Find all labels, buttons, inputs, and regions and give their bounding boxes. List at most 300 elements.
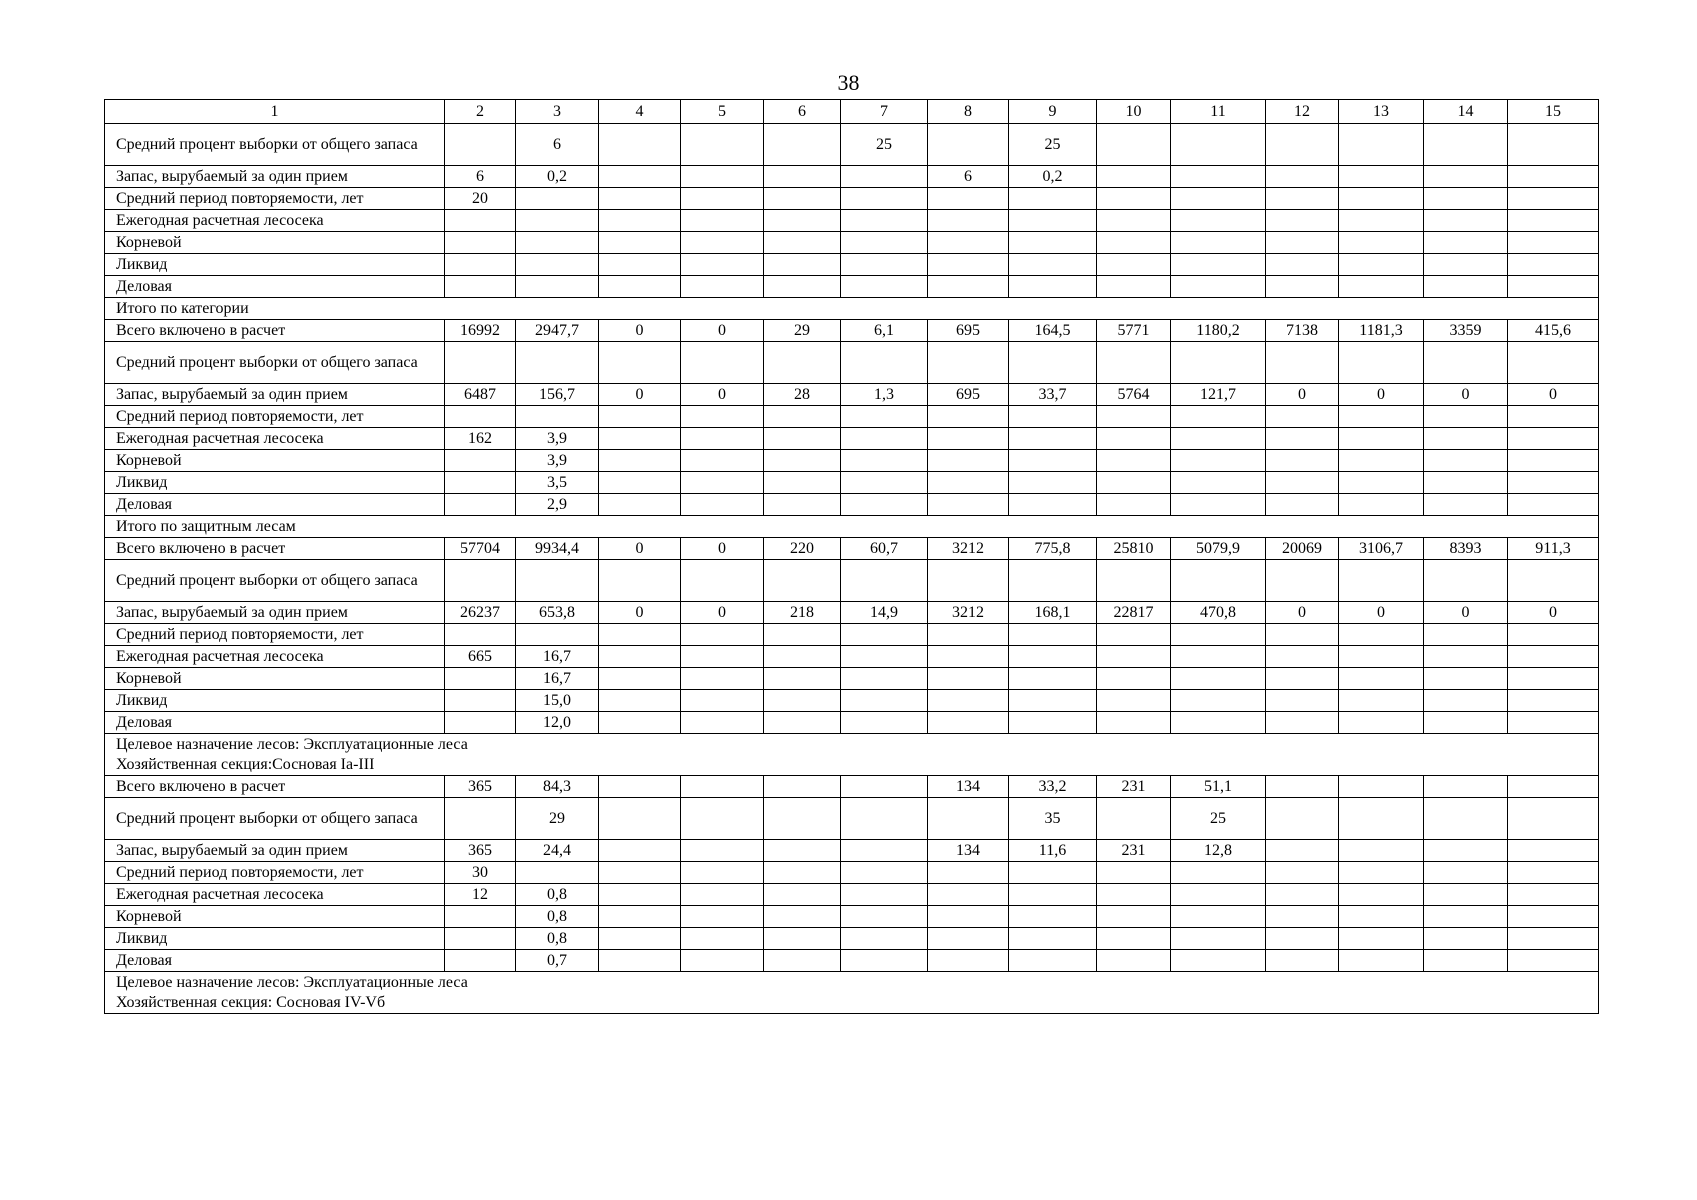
value-cell [516, 560, 599, 602]
value-cell [841, 450, 928, 472]
value-cell: 25 [841, 124, 928, 166]
value-cell [1508, 906, 1599, 928]
value-cell [1339, 406, 1424, 428]
value-cell [445, 472, 516, 494]
value-cell: 20069 [1266, 538, 1339, 560]
value-cell [1424, 668, 1508, 690]
value-cell [841, 276, 928, 298]
row-label: Запас, вырубаемый за один прием [105, 384, 445, 406]
value-cell [764, 776, 841, 798]
value-cell [1097, 450, 1171, 472]
value-cell [841, 254, 928, 276]
value-cell: 3359 [1424, 320, 1508, 342]
table-row [105, 188, 1599, 210]
value-cell [764, 690, 841, 712]
row-label: Запас, вырубаемый за один прием [105, 840, 445, 862]
value-cell: 0,7 [516, 950, 599, 972]
value-cell: 84,3 [516, 776, 599, 798]
value-cell [1097, 210, 1171, 232]
value-cell [1424, 428, 1508, 450]
value-cell [1266, 690, 1339, 712]
value-cell: 231 [1097, 776, 1171, 798]
value-cell [1009, 950, 1097, 972]
value-cell [681, 646, 764, 668]
value-cell [1508, 450, 1599, 472]
section-heading-row [105, 516, 1599, 538]
value-cell [1339, 428, 1424, 450]
value-cell: 0 [1339, 602, 1424, 624]
value-cell [445, 560, 516, 602]
value-cell [445, 798, 516, 840]
value-cell [1266, 450, 1339, 472]
table-row [105, 320, 1599, 342]
value-cell: 695 [928, 320, 1009, 342]
value-cell: 6,1 [841, 320, 928, 342]
value-cell [1097, 668, 1171, 690]
value-cell [1424, 124, 1508, 166]
row-label: Корневой [105, 450, 445, 472]
column-number-cell: 1 [105, 100, 445, 124]
value-cell [1339, 254, 1424, 276]
row-label: Ежегодная расчетная лесосека [105, 210, 445, 232]
value-cell [681, 862, 764, 884]
value-cell [599, 254, 681, 276]
column-number-cell: 15 [1508, 100, 1599, 124]
value-cell [764, 342, 841, 384]
value-cell [445, 624, 516, 646]
value-cell [1009, 712, 1097, 734]
value-cell [928, 624, 1009, 646]
value-cell: 695 [928, 384, 1009, 406]
value-cell [1009, 668, 1097, 690]
value-cell [516, 624, 599, 646]
value-cell [1508, 668, 1599, 690]
section-heading-row [105, 972, 1599, 1014]
value-cell: 0,2 [516, 166, 599, 188]
value-cell: 0 [599, 320, 681, 342]
value-cell [1171, 928, 1266, 950]
value-cell [1097, 646, 1171, 668]
value-cell [1424, 928, 1508, 950]
value-cell [928, 494, 1009, 516]
value-cell [928, 232, 1009, 254]
value-cell: 30 [445, 862, 516, 884]
value-cell [1097, 950, 1171, 972]
section-heading-line: Целевое назначение лесов: Эксплуатационные леса [116, 735, 468, 753]
value-cell: 7138 [1266, 320, 1339, 342]
value-cell [599, 342, 681, 384]
value-cell [1266, 472, 1339, 494]
value-cell: 0 [1424, 384, 1508, 406]
value-cell [1424, 906, 1508, 928]
value-cell [1009, 624, 1097, 646]
value-cell [841, 798, 928, 840]
value-cell [764, 928, 841, 950]
value-cell [928, 712, 1009, 734]
value-cell [1508, 276, 1599, 298]
row-label: Ежегодная расчетная лесосека [105, 884, 445, 906]
value-cell [599, 232, 681, 254]
value-cell: 3106,7 [1339, 538, 1424, 560]
value-cell [928, 254, 1009, 276]
value-cell [928, 646, 1009, 668]
value-cell [1171, 210, 1266, 232]
value-cell [1266, 646, 1339, 668]
value-cell [681, 166, 764, 188]
value-cell [1171, 906, 1266, 928]
value-cell [445, 690, 516, 712]
value-cell [1097, 494, 1171, 516]
value-cell: 0 [1266, 602, 1339, 624]
value-cell [1424, 494, 1508, 516]
value-cell [681, 624, 764, 646]
value-cell [1339, 166, 1424, 188]
value-cell [445, 494, 516, 516]
value-cell: 33,7 [1009, 384, 1097, 406]
value-cell [1171, 712, 1266, 734]
column-number-cell: 8 [928, 100, 1009, 124]
value-cell [1339, 276, 1424, 298]
row-label: Средний период повторяемости, лет [105, 406, 445, 428]
value-cell [599, 560, 681, 602]
value-cell [764, 494, 841, 516]
value-cell: 12 [445, 884, 516, 906]
value-cell: 911,3 [1508, 538, 1599, 560]
value-cell [681, 928, 764, 950]
value-cell [599, 494, 681, 516]
value-cell [599, 840, 681, 862]
value-cell: 1,3 [841, 384, 928, 406]
value-cell [841, 188, 928, 210]
value-cell [1266, 884, 1339, 906]
value-cell [764, 276, 841, 298]
value-cell [681, 276, 764, 298]
value-cell [445, 712, 516, 734]
value-cell [764, 188, 841, 210]
value-cell [681, 450, 764, 472]
value-cell [1424, 712, 1508, 734]
value-cell [1097, 166, 1171, 188]
column-number-row [105, 100, 1599, 124]
value-cell: 168,1 [1009, 602, 1097, 624]
value-cell [764, 560, 841, 602]
value-cell: 60,7 [841, 538, 928, 560]
table-row [105, 276, 1599, 298]
value-cell [764, 646, 841, 668]
value-cell: 415,6 [1508, 320, 1599, 342]
value-cell [1424, 950, 1508, 972]
column-number-cell: 2 [445, 100, 516, 124]
value-cell: 365 [445, 776, 516, 798]
value-cell [764, 406, 841, 428]
value-cell [1339, 188, 1424, 210]
row-label: Всего включено в расчет [105, 538, 445, 560]
value-cell: 2,9 [516, 494, 599, 516]
value-cell [1339, 950, 1424, 972]
value-cell [1009, 906, 1097, 928]
value-cell [841, 884, 928, 906]
value-cell [841, 950, 928, 972]
value-cell [1171, 494, 1266, 516]
value-cell: 775,8 [1009, 538, 1097, 560]
row-label: Деловая [105, 712, 445, 734]
value-cell [928, 210, 1009, 232]
row-label: Запас, вырубаемый за один прием [105, 166, 445, 188]
section-heading-line: Итого по категории [116, 299, 249, 317]
value-cell: 665 [445, 646, 516, 668]
section-heading-line: Целевое назначение лесов: Эксплуатационные леса [116, 973, 468, 991]
table-row [105, 798, 1599, 840]
value-cell: 6 [928, 166, 1009, 188]
value-cell [1339, 210, 1424, 232]
value-cell [1339, 342, 1424, 384]
value-cell [681, 798, 764, 840]
table-row [105, 884, 1599, 906]
value-cell: 25 [1009, 124, 1097, 166]
value-cell: 24,4 [516, 840, 599, 862]
value-cell [1266, 166, 1339, 188]
value-cell [1424, 862, 1508, 884]
table-row [105, 494, 1599, 516]
value-cell [1009, 472, 1097, 494]
row-label: Деловая [105, 950, 445, 972]
value-cell [841, 862, 928, 884]
value-cell: 218 [764, 602, 841, 624]
value-cell [599, 188, 681, 210]
table-row [105, 428, 1599, 450]
section-heading-line: Хозяйственная секция:Сосновая Ia-III [116, 755, 375, 773]
value-cell [1171, 428, 1266, 450]
row-label: Средний процент выборки от общего запаса [105, 798, 445, 840]
value-cell [681, 560, 764, 602]
value-cell: 16992 [445, 320, 516, 342]
value-cell [1009, 928, 1097, 950]
column-number-cell: 6 [764, 100, 841, 124]
row-label: Средний процент выборки от общего запаса [105, 342, 445, 384]
value-cell [1266, 840, 1339, 862]
value-cell: 653,8 [516, 602, 599, 624]
value-cell [764, 840, 841, 862]
value-cell [599, 472, 681, 494]
value-cell [681, 668, 764, 690]
value-cell: 0,8 [516, 928, 599, 950]
value-cell [928, 862, 1009, 884]
value-cell [1424, 840, 1508, 862]
value-cell [1171, 690, 1266, 712]
row-label: Средний период повторяемости, лет [105, 188, 445, 210]
value-cell [1508, 776, 1599, 798]
value-cell [1009, 646, 1097, 668]
value-cell [681, 776, 764, 798]
row-label: Средний период повторяемости, лет [105, 624, 445, 646]
value-cell [1508, 884, 1599, 906]
value-cell [1424, 884, 1508, 906]
value-cell: 231 [1097, 840, 1171, 862]
value-cell [1266, 494, 1339, 516]
value-cell [599, 950, 681, 972]
value-cell [841, 232, 928, 254]
value-cell: 5764 [1097, 384, 1171, 406]
value-cell: 9934,4 [516, 538, 599, 560]
value-cell: 8393 [1424, 538, 1508, 560]
value-cell: 121,7 [1171, 384, 1266, 406]
value-cell: 0 [599, 602, 681, 624]
value-cell [928, 928, 1009, 950]
value-cell [681, 210, 764, 232]
value-cell [1266, 906, 1339, 928]
value-cell [1097, 884, 1171, 906]
value-cell [1339, 884, 1424, 906]
value-cell [1097, 906, 1171, 928]
value-cell: 11,6 [1009, 840, 1097, 862]
value-cell: 16,7 [516, 646, 599, 668]
value-cell: 12,8 [1171, 840, 1266, 862]
value-cell [1339, 494, 1424, 516]
value-cell: 6487 [445, 384, 516, 406]
value-cell: 3212 [928, 538, 1009, 560]
value-cell [1424, 472, 1508, 494]
table-row [105, 166, 1599, 188]
value-cell [681, 428, 764, 450]
value-cell [928, 472, 1009, 494]
value-cell [1171, 342, 1266, 384]
value-cell [1266, 712, 1339, 734]
value-cell [1424, 624, 1508, 646]
value-cell: 15,0 [516, 690, 599, 712]
row-label: Средний период повторяемости, лет [105, 862, 445, 884]
value-cell: 0 [1508, 602, 1599, 624]
value-cell [1009, 232, 1097, 254]
value-cell [599, 624, 681, 646]
value-cell [841, 494, 928, 516]
row-label: Запас, вырубаемый за один прием [105, 602, 445, 624]
value-cell [1171, 276, 1266, 298]
value-cell [599, 798, 681, 840]
value-cell [516, 210, 599, 232]
value-cell [1508, 862, 1599, 884]
value-cell [599, 906, 681, 928]
row-label: Ежегодная расчетная лесосека [105, 428, 445, 450]
value-cell [1266, 428, 1339, 450]
value-cell [1424, 188, 1508, 210]
value-cell [841, 690, 928, 712]
value-cell [1171, 560, 1266, 602]
section-heading-line: Хозяйственная секция: Сосновая IV-Vб [116, 993, 386, 1011]
row-label: Ликвид [105, 690, 445, 712]
row-label: Деловая [105, 276, 445, 298]
value-cell [1097, 690, 1171, 712]
value-cell [681, 342, 764, 384]
table-row [105, 928, 1599, 950]
value-cell [841, 342, 928, 384]
value-cell [1266, 342, 1339, 384]
value-cell [1009, 342, 1097, 384]
value-cell: 35 [1009, 798, 1097, 840]
value-cell: 3,9 [516, 450, 599, 472]
value-cell: 0 [1339, 384, 1424, 406]
value-cell [445, 406, 516, 428]
table-row [105, 384, 1599, 406]
value-cell [681, 188, 764, 210]
value-cell [599, 668, 681, 690]
column-number-cell: 7 [841, 100, 928, 124]
value-cell [764, 624, 841, 646]
value-cell [928, 124, 1009, 166]
value-cell [1266, 188, 1339, 210]
table-row [105, 712, 1599, 734]
value-cell [928, 342, 1009, 384]
value-cell [1171, 950, 1266, 972]
value-cell [1266, 232, 1339, 254]
value-cell [1508, 472, 1599, 494]
value-cell [1508, 232, 1599, 254]
table-row [105, 906, 1599, 928]
value-cell [516, 254, 599, 276]
value-cell: 25810 [1097, 538, 1171, 560]
value-cell: 51,1 [1171, 776, 1266, 798]
value-cell [1097, 232, 1171, 254]
value-cell [1009, 428, 1097, 450]
table-row [105, 124, 1599, 166]
value-cell [516, 862, 599, 884]
value-cell [1097, 472, 1171, 494]
value-cell [1266, 862, 1339, 884]
value-cell [445, 928, 516, 950]
value-cell [681, 690, 764, 712]
value-cell [1339, 862, 1424, 884]
value-cell [1009, 862, 1097, 884]
value-cell: 0 [681, 320, 764, 342]
row-label: Ликвид [105, 254, 445, 276]
value-cell [1009, 560, 1097, 602]
value-cell [841, 472, 928, 494]
table-row [105, 232, 1599, 254]
value-cell [1171, 124, 1266, 166]
row-label: Всего включено в расчет [105, 320, 445, 342]
value-cell [1424, 406, 1508, 428]
value-cell [841, 210, 928, 232]
value-cell [681, 840, 764, 862]
value-cell [681, 472, 764, 494]
value-cell [841, 840, 928, 862]
value-cell [1009, 494, 1097, 516]
column-number-cell: 11 [1171, 100, 1266, 124]
section-heading [105, 972, 1599, 1014]
value-cell [1339, 472, 1424, 494]
value-cell [1097, 798, 1171, 840]
value-cell [764, 950, 841, 972]
value-cell [1424, 210, 1508, 232]
value-cell: 0 [1424, 602, 1508, 624]
value-cell [1097, 406, 1171, 428]
value-cell [928, 276, 1009, 298]
value-cell [445, 450, 516, 472]
row-label: Корневой [105, 232, 445, 254]
value-cell [599, 690, 681, 712]
value-cell [1009, 690, 1097, 712]
value-cell [445, 342, 516, 384]
row-label: Средний процент выборки от общего запаса [105, 560, 445, 602]
value-cell [1266, 210, 1339, 232]
value-cell: 29 [516, 798, 599, 840]
value-cell [445, 210, 516, 232]
value-cell [1339, 690, 1424, 712]
column-number-cell: 4 [599, 100, 681, 124]
value-cell [681, 254, 764, 276]
value-cell [928, 406, 1009, 428]
table-row [105, 624, 1599, 646]
table-row [105, 602, 1599, 624]
